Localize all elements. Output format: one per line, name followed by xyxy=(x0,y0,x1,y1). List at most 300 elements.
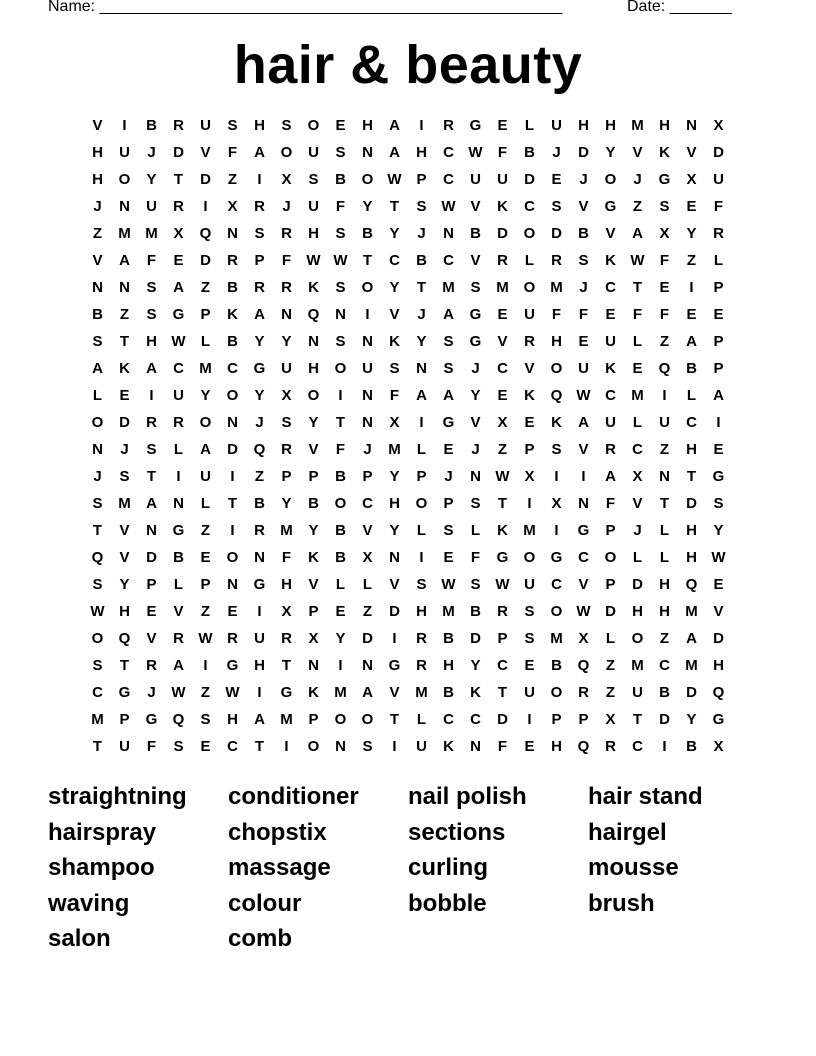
grid-letter: R xyxy=(551,252,562,269)
grid-letter: E xyxy=(632,360,643,377)
grid-letter: I xyxy=(122,117,127,134)
grid-letter: P xyxy=(713,279,724,296)
grid-letter: B xyxy=(470,225,481,242)
grid-letter: N xyxy=(308,333,319,350)
grid-letter: Q xyxy=(550,387,563,404)
grid-letter: I xyxy=(419,549,424,566)
grid-letter: A xyxy=(713,387,724,404)
grid-letter: I xyxy=(554,468,559,485)
grid-letter: O xyxy=(604,549,617,566)
grid-letter: C xyxy=(389,252,400,269)
grid-letter: S xyxy=(443,360,454,377)
grid-letter: N xyxy=(173,495,184,512)
grid-letter: E xyxy=(335,603,346,620)
grid-letter: O xyxy=(604,171,617,188)
grid-letter: F xyxy=(227,144,238,161)
grid-letter: W xyxy=(333,252,348,269)
grid-letter: D xyxy=(551,225,562,242)
grid-letter: O xyxy=(226,549,239,566)
grid-letter: I xyxy=(419,117,424,134)
grid-letter: S xyxy=(470,279,481,296)
grid-row xyxy=(84,625,732,652)
grid-letter: R xyxy=(497,252,508,269)
grid-letter: I xyxy=(716,414,721,431)
grid-letter: A xyxy=(686,333,697,350)
grid-letter: C xyxy=(362,495,373,512)
grid-letter: L xyxy=(632,414,643,431)
grid-letter: I xyxy=(392,630,397,647)
grid-letter: O xyxy=(415,495,428,512)
grid-letter: P xyxy=(605,576,616,593)
grid-letter: Z xyxy=(497,441,508,458)
word-bank-item: sections xyxy=(408,818,506,846)
grid-letter: O xyxy=(307,738,320,755)
grid-letter: B xyxy=(335,468,346,485)
grid-row xyxy=(84,706,732,733)
grid-letter: U xyxy=(254,630,265,647)
grid-letter: N xyxy=(362,333,373,350)
grid-letter: P xyxy=(119,711,130,728)
grid-letter: R xyxy=(416,657,427,674)
grid-letter: I xyxy=(527,495,532,512)
grid-letter: B xyxy=(443,630,454,647)
word-bank-item: bobble xyxy=(408,889,487,917)
grid-letter: A xyxy=(254,711,265,728)
grid-letter: X xyxy=(389,414,400,431)
grid-letter: G xyxy=(469,333,482,350)
grid-letter: H xyxy=(92,144,103,161)
grid-letter: G xyxy=(469,306,482,323)
grid-letter: S xyxy=(524,603,535,620)
grid-letter: W xyxy=(468,144,483,161)
grid-letter: R xyxy=(524,333,535,350)
grid-letter: P xyxy=(713,333,724,350)
grid-letter: P xyxy=(605,522,616,539)
grid-row xyxy=(84,247,732,274)
grid-letter: H xyxy=(713,657,724,674)
grid-letter: E xyxy=(524,414,535,431)
grid-letter: X xyxy=(713,117,724,134)
grid-letter: J xyxy=(255,414,264,431)
grid-letter: X xyxy=(605,711,616,728)
grid-letter: I xyxy=(230,468,235,485)
grid-letter: S xyxy=(443,333,454,350)
word-bank xyxy=(48,779,768,957)
grid-letter: O xyxy=(361,171,374,188)
grid-letter: P xyxy=(524,441,535,458)
grid-letter: L xyxy=(659,522,670,539)
grid-letter: S xyxy=(146,306,157,323)
grid-letter: Y xyxy=(416,333,427,350)
grid-letter: K xyxy=(308,549,319,566)
grid-letter: T xyxy=(362,252,373,269)
grid-letter: Y xyxy=(308,522,319,539)
grid-letter: M xyxy=(631,387,644,404)
grid-letter: N xyxy=(281,306,292,323)
grid-letter: V xyxy=(389,306,400,323)
grid-row xyxy=(84,166,732,193)
grid-letter: N xyxy=(227,576,238,593)
grid-letter: L xyxy=(92,387,103,404)
grid-letter: Q xyxy=(253,441,266,458)
grid-letter: B xyxy=(92,306,103,323)
grid-letter: Y xyxy=(389,468,400,485)
grid-letter: J xyxy=(147,684,156,701)
grid-letter: B xyxy=(362,225,373,242)
grid-letter: P xyxy=(281,468,292,485)
grid-letter: Z xyxy=(200,522,211,539)
grid-letter: O xyxy=(523,279,536,296)
grid-letter: D xyxy=(578,144,589,161)
grid-letter: I xyxy=(662,387,667,404)
grid-letter: M xyxy=(91,711,104,728)
grid-letter: D xyxy=(605,603,616,620)
grid-letter: X xyxy=(281,603,292,620)
grid-letter: D xyxy=(362,630,373,647)
grid-letter: V xyxy=(119,549,130,566)
grid-letter: V xyxy=(713,603,724,620)
grid-letter: L xyxy=(470,522,481,539)
grid-letter: H xyxy=(686,549,697,566)
word-bank-item: hairgel xyxy=(588,818,667,846)
grid-letter: O xyxy=(631,630,644,647)
grid-letter: C xyxy=(227,738,238,755)
grid-letter: V xyxy=(200,144,211,161)
grid-letter: I xyxy=(338,657,343,674)
grid-letter: B xyxy=(524,144,535,161)
grid-letter: K xyxy=(119,360,130,377)
grid-letter: I xyxy=(365,306,370,323)
grid-letter: K xyxy=(605,252,616,269)
grid-letter: L xyxy=(524,117,535,134)
grid-letter: U xyxy=(605,333,616,350)
word-bank-item: chopstix xyxy=(228,818,327,846)
grid-letter: N xyxy=(362,387,373,404)
grid-letter: V xyxy=(632,144,643,161)
grid-letter: D xyxy=(146,549,157,566)
grid-letter: G xyxy=(280,684,293,701)
grid-letter: A xyxy=(389,117,400,134)
grid-letter: Z xyxy=(659,441,670,458)
grid-letter: P xyxy=(254,252,265,269)
header-line xyxy=(0,0,816,20)
grid-letter: V xyxy=(389,684,400,701)
grid-letter: O xyxy=(334,711,347,728)
grid-letter: Y xyxy=(389,279,400,296)
grid-letter: O xyxy=(361,279,374,296)
grid-letter: R xyxy=(713,225,724,242)
grid-letter: J xyxy=(147,144,156,161)
grid-letter: Y xyxy=(389,522,400,539)
grid-letter: Y xyxy=(200,387,211,404)
grid-letter: S xyxy=(524,630,535,647)
grid-letter: F xyxy=(632,306,643,323)
grid-letter: O xyxy=(334,495,347,512)
grid-letter: W xyxy=(495,576,510,593)
word-bank-item: straightning xyxy=(48,783,187,810)
grid-letter: A xyxy=(254,144,265,161)
grid-letter: R xyxy=(443,117,454,134)
grid-letter: F xyxy=(497,738,508,755)
grid-letter: O xyxy=(91,630,104,647)
grid-letter: A xyxy=(443,387,454,404)
grid-letter: B xyxy=(335,522,346,539)
grid-letter: G xyxy=(469,117,482,134)
grid-letter: V xyxy=(470,414,481,431)
grid-letter: W xyxy=(90,603,105,620)
grid-letter: Z xyxy=(632,198,643,215)
grid-letter: M xyxy=(280,711,293,728)
grid-letter: V xyxy=(362,522,373,539)
grid-letter: V xyxy=(470,252,481,269)
grid-letter: P xyxy=(578,711,589,728)
grid-letter: L xyxy=(524,252,535,269)
grid-letter: I xyxy=(554,522,559,539)
grid-letter: N xyxy=(659,468,670,485)
grid-letter: B xyxy=(470,603,481,620)
grid-letter: Q xyxy=(118,630,131,647)
grid-letter: Z xyxy=(686,252,697,269)
grid-letter: S xyxy=(470,576,481,593)
grid-letter: R xyxy=(173,414,184,431)
grid-letter: B xyxy=(227,333,238,350)
grid-letter: K xyxy=(227,306,238,323)
grid-letter: E xyxy=(443,549,454,566)
grid-letter: V xyxy=(119,522,130,539)
grid-letter: W xyxy=(711,549,726,566)
grid-letter: D xyxy=(470,630,481,647)
grid-letter: S xyxy=(281,414,292,431)
grid-letter: G xyxy=(712,468,725,485)
date-field-label: Date: _______ xyxy=(627,0,732,15)
grid-letter: A xyxy=(416,387,427,404)
grid-letter: Q xyxy=(658,360,671,377)
grid-letter: S xyxy=(200,711,211,728)
grid-letter: P xyxy=(200,576,211,593)
grid-letter: S xyxy=(416,576,427,593)
grid-letter: N xyxy=(416,360,427,377)
grid-letter: I xyxy=(257,603,262,620)
grid-letter: M xyxy=(415,684,428,701)
grid-letter: X xyxy=(713,738,724,755)
grid-letter: T xyxy=(335,414,346,431)
grid-letter: I xyxy=(581,468,586,485)
grid-letter: J xyxy=(363,441,372,458)
word-bank-item: nail polish xyxy=(408,783,527,810)
grid-letter: I xyxy=(689,279,694,296)
grid-letter: O xyxy=(550,603,563,620)
grid-letter: T xyxy=(632,279,643,296)
grid-letter: N xyxy=(92,441,103,458)
word-bank-item: colour xyxy=(228,889,302,917)
grid-letter: L xyxy=(713,252,724,269)
grid-letter: S xyxy=(281,117,292,134)
grid-letter: M xyxy=(496,279,509,296)
grid-letter: I xyxy=(662,738,667,755)
grid-letter: G xyxy=(172,306,185,323)
grid-letter: M xyxy=(685,603,698,620)
grid-letter: Q xyxy=(172,711,185,728)
grid-letter: D xyxy=(497,711,508,728)
grid-letter: V xyxy=(173,603,184,620)
grid-letter: A xyxy=(632,225,643,242)
grid-letter: K xyxy=(497,198,508,215)
grid-letter: X xyxy=(659,225,670,242)
grid-letter: O xyxy=(523,549,536,566)
grid-letter: M xyxy=(550,279,563,296)
grid-letter: B xyxy=(416,252,427,269)
grid-letter: P xyxy=(362,468,373,485)
grid-letter: P xyxy=(416,171,427,188)
grid-letter: C xyxy=(497,360,508,377)
grid-letter: J xyxy=(93,198,102,215)
grid-letter: H xyxy=(416,603,427,620)
grid-letter: C xyxy=(497,657,508,674)
grid-letter: D xyxy=(632,576,643,593)
grid-letter: Z xyxy=(119,306,130,323)
grid-letter: J xyxy=(417,225,426,242)
grid-letter: E xyxy=(119,387,130,404)
grid-letter: J xyxy=(93,468,102,485)
grid-row xyxy=(84,301,732,328)
grid-letter: T xyxy=(254,738,265,755)
grid-letter: N xyxy=(470,738,481,755)
grid-letter: G xyxy=(712,711,725,728)
grid-letter: X xyxy=(578,630,589,647)
grid-letter: W xyxy=(630,252,645,269)
grid-letter: L xyxy=(659,549,670,566)
grid-letter: U xyxy=(578,360,589,377)
grid-letter: R xyxy=(281,441,292,458)
grid-letter: S xyxy=(146,279,157,296)
grid-letter: A xyxy=(146,495,157,512)
grid-letter: H xyxy=(578,117,589,134)
grid-letter: V xyxy=(605,225,616,242)
grid-letter: R xyxy=(227,252,238,269)
grid-letter: Y xyxy=(254,333,265,350)
grid-letter: O xyxy=(523,225,536,242)
grid-letter: B xyxy=(335,171,346,188)
grid-letter: R xyxy=(254,198,265,215)
grid-letter: H xyxy=(119,603,130,620)
grid-letter: E xyxy=(200,738,211,755)
grid-letter: M xyxy=(118,495,131,512)
grid-letter: R xyxy=(173,117,184,134)
grid-letter: Z xyxy=(605,657,616,674)
grid-letter: X xyxy=(281,387,292,404)
word-bank-item: conditioner xyxy=(228,783,359,810)
grid-letter: V xyxy=(389,576,400,593)
grid-letter: F xyxy=(659,306,670,323)
grid-letter: W xyxy=(576,387,591,404)
grid-letter: Z xyxy=(227,171,238,188)
grid-letter: Z xyxy=(200,603,211,620)
grid-letter: W xyxy=(495,468,510,485)
grid-letter: B xyxy=(254,495,265,512)
grid-letter: P xyxy=(200,306,211,323)
grid-letter: J xyxy=(579,171,588,188)
grid-letter: K xyxy=(443,738,454,755)
word-bank-item: comb xyxy=(228,925,293,952)
grid-letter: Y xyxy=(389,225,400,242)
grid-letter: H xyxy=(389,495,400,512)
grid-letter: A xyxy=(578,414,589,431)
grid-row xyxy=(84,598,732,625)
grid-letter: C xyxy=(443,711,454,728)
grid-letter: S xyxy=(659,198,670,215)
grid-letter: J xyxy=(633,171,642,188)
grid-letter: R xyxy=(146,657,157,674)
grid-letter: B xyxy=(443,684,454,701)
grid-letter: T xyxy=(389,711,400,728)
grid-letter: F xyxy=(578,306,589,323)
grid-letter: L xyxy=(632,333,643,350)
grid-letter: Q xyxy=(307,306,320,323)
grid-letter: M xyxy=(631,657,644,674)
grid-letter: W xyxy=(171,684,186,701)
grid-letter: Y xyxy=(146,171,157,188)
word-bank-item: salon xyxy=(48,925,111,952)
grid-letter: X xyxy=(632,468,643,485)
grid-letter: A xyxy=(200,441,211,458)
grid-letter: J xyxy=(444,468,453,485)
grid-letter: Q xyxy=(685,576,698,593)
grid-letter: A xyxy=(389,144,400,161)
grid-letter: U xyxy=(173,387,184,404)
grid-letter: N xyxy=(686,117,697,134)
grid-letter: V xyxy=(524,360,535,377)
grid-letter: H xyxy=(227,711,238,728)
grid-row xyxy=(84,355,732,382)
grid-row xyxy=(84,409,732,436)
grid-letter: Y xyxy=(281,495,292,512)
grid-letter: S xyxy=(578,252,589,269)
grid-letter: S xyxy=(713,495,724,512)
grid-letter: D xyxy=(524,171,535,188)
grid-letter: F xyxy=(470,549,481,566)
grid-letter: X xyxy=(524,468,535,485)
grid-letter: U xyxy=(524,684,535,701)
grid-letter: I xyxy=(176,468,181,485)
grid-letter: W xyxy=(171,333,186,350)
grid-letter: T xyxy=(281,657,292,674)
grid-letter: E xyxy=(551,171,562,188)
grid-letter: N xyxy=(362,144,373,161)
grid-letter: C xyxy=(443,171,454,188)
grid-row xyxy=(84,517,732,544)
grid-letter: S xyxy=(119,468,130,485)
grid-letter: W xyxy=(576,603,591,620)
grid-letter: E xyxy=(659,279,670,296)
grid-letter: S xyxy=(254,225,265,242)
grid-row xyxy=(84,490,732,517)
grid-letter: R xyxy=(281,279,292,296)
grid-letter: V xyxy=(578,441,589,458)
grid-letter: B xyxy=(686,360,697,377)
grid-letter: D xyxy=(227,441,238,458)
grid-letter: C xyxy=(173,360,184,377)
grid-letter: U xyxy=(308,144,319,161)
grid-letter: E xyxy=(146,603,157,620)
grid-letter: N xyxy=(92,279,103,296)
grid-letter: K xyxy=(308,279,319,296)
grid-letter: F xyxy=(335,198,346,215)
grid-row xyxy=(84,139,732,166)
grid-letter: S xyxy=(416,198,427,215)
grid-letter: T xyxy=(119,333,130,350)
grid-letter: F xyxy=(281,252,292,269)
grid-letter: P xyxy=(551,711,562,728)
